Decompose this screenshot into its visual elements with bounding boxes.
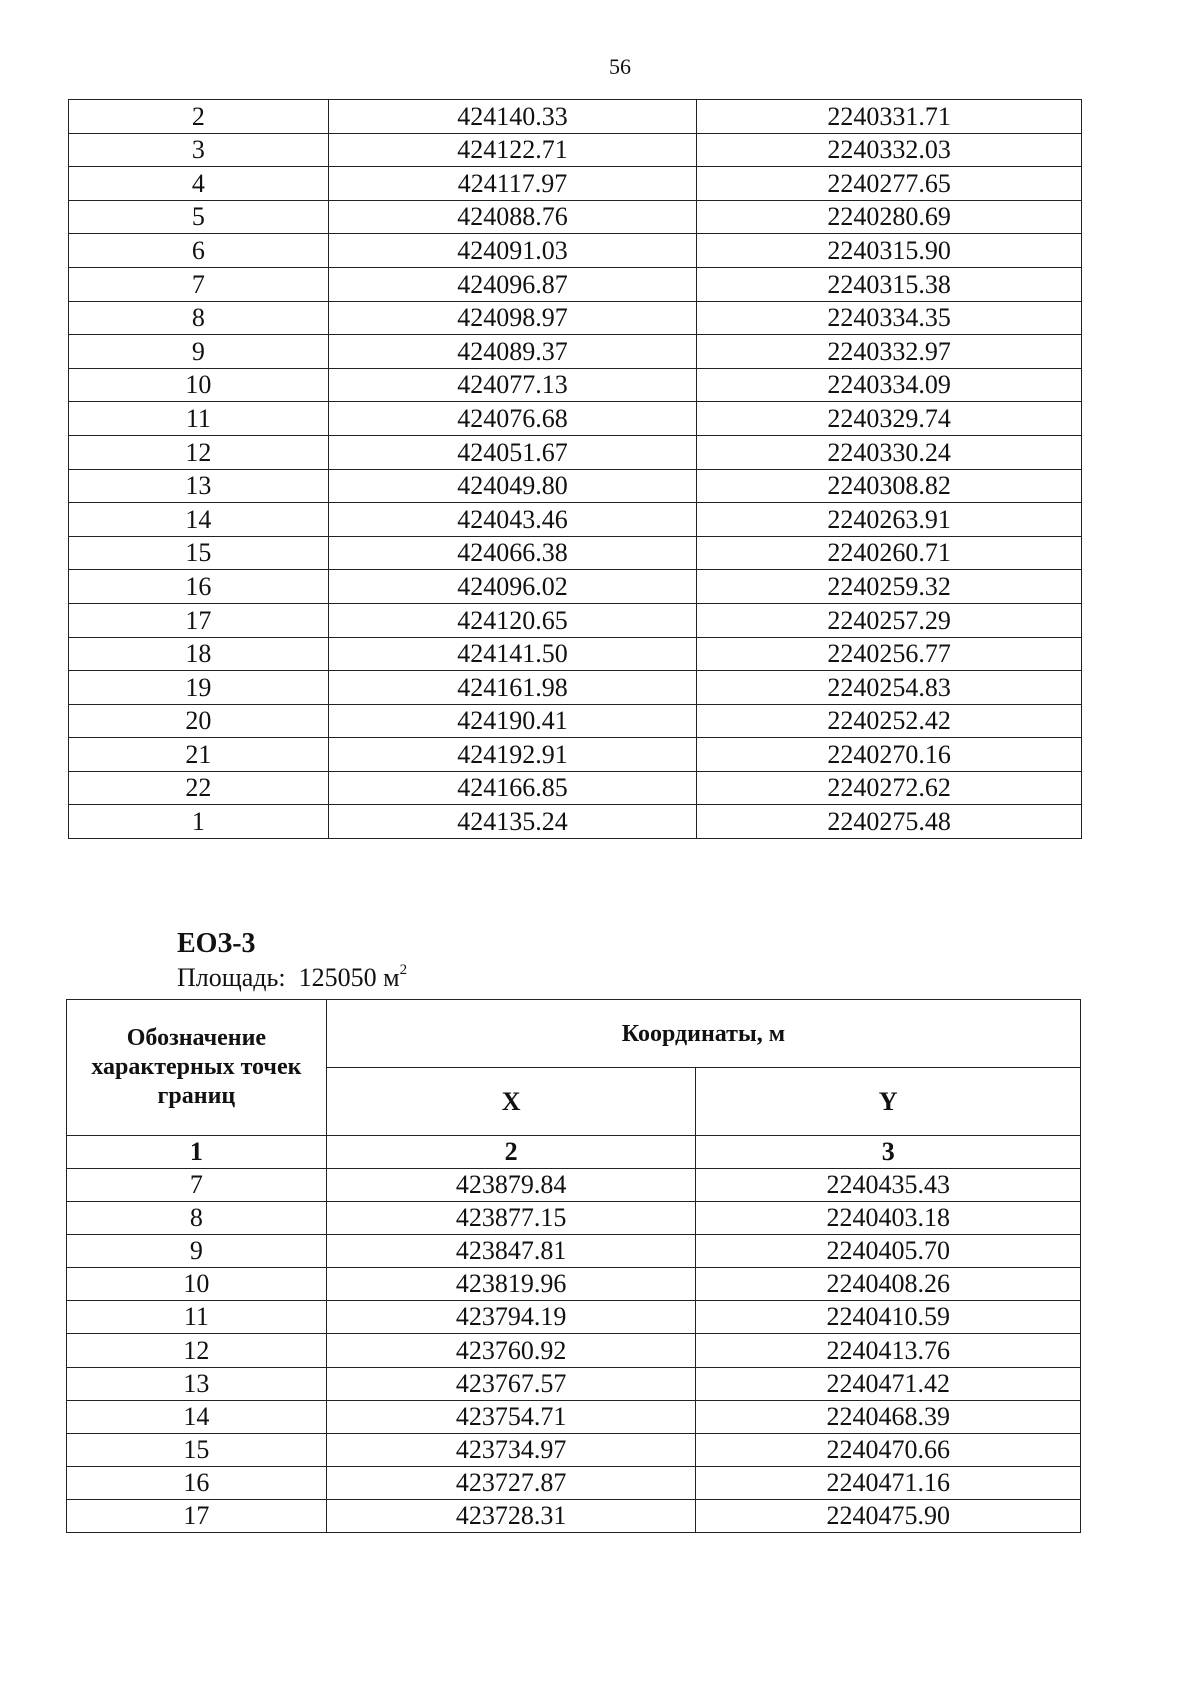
table-row <box>69 402 1082 436</box>
point-cell: 14 <box>67 1400 327 1433</box>
table-row <box>67 1169 1081 1202</box>
area-unit-superscript: 2 <box>399 962 408 978</box>
table-row <box>69 335 1082 369</box>
point-cell: 20 <box>69 704 329 738</box>
x-cell: 424192.91 <box>328 738 697 772</box>
y-cell: 2240435.43 <box>696 1169 1081 1202</box>
point-cell: 12 <box>67 1334 327 1367</box>
y-cell: 2240308.82 <box>697 469 1082 503</box>
point-cell: 14 <box>69 503 329 537</box>
table-row <box>67 1235 1081 1268</box>
y-cell: 2240403.18 <box>696 1202 1081 1235</box>
y-cell: 2240280.69 <box>697 200 1082 234</box>
column-number: 3 <box>696 1136 1081 1169</box>
page-number: 56 <box>609 54 631 79</box>
y-cell: 2240405.70 <box>696 1235 1081 1268</box>
y-cell: 2240252.42 <box>697 704 1082 738</box>
table-row <box>69 234 1082 268</box>
x-cell: 424088.76 <box>328 200 697 234</box>
table-row <box>69 805 1082 839</box>
table-row <box>67 1202 1081 1235</box>
point-cell: 15 <box>67 1433 327 1466</box>
y-cell: 2240272.62 <box>697 771 1082 805</box>
x-cell: 423767.57 <box>326 1367 696 1400</box>
y-cell: 2240256.77 <box>697 637 1082 671</box>
x-cell: 424091.03 <box>328 234 697 268</box>
coordinates-table-body <box>67 1169 1081 1533</box>
y-cell: 2240254.83 <box>697 671 1082 705</box>
x-cell: 424135.24 <box>328 805 697 839</box>
y-cell: 2240329.74 <box>697 402 1082 436</box>
y-cell: 2240475.90 <box>696 1499 1081 1532</box>
x-cell: 423879.84 <box>326 1169 696 1202</box>
table-row <box>69 301 1082 335</box>
header-coordinates: Координаты, м <box>326 1000 1080 1068</box>
point-cell: 9 <box>67 1235 327 1268</box>
table-row <box>67 1268 1081 1301</box>
table-row <box>69 738 1082 772</box>
x-cell: 424190.41 <box>328 704 697 738</box>
column-number-row <box>67 1136 1081 1169</box>
coordinates-table <box>66 999 1081 1533</box>
header-point-designation: Обозначение характерных точек границ <box>67 1000 327 1136</box>
point-cell: 5 <box>69 200 329 234</box>
table-row <box>69 368 1082 402</box>
x-cell: 423734.97 <box>326 1433 696 1466</box>
x-cell: 423760.92 <box>326 1334 696 1367</box>
table-row <box>69 200 1082 234</box>
y-cell: 2240413.76 <box>696 1334 1081 1367</box>
point-cell: 11 <box>67 1301 327 1334</box>
table-header <box>67 1000 1081 1169</box>
point-cell: 7 <box>67 1169 327 1202</box>
point-cell: 13 <box>67 1367 327 1400</box>
table-row <box>69 704 1082 738</box>
area-label: Площадь: <box>177 963 286 992</box>
point-cell: 10 <box>69 368 329 402</box>
x-cell: 423728.31 <box>326 1499 696 1532</box>
y-cell: 2240330.24 <box>697 435 1082 469</box>
point-cell: 7 <box>69 267 329 301</box>
coordinates-table-body <box>69 100 1082 839</box>
y-cell: 2240471.16 <box>696 1466 1081 1499</box>
column-number: 1 <box>67 1136 327 1169</box>
point-cell: 21 <box>69 738 329 772</box>
header-y: Y <box>696 1068 1081 1136</box>
point-cell: 15 <box>69 536 329 570</box>
point-cell: 22 <box>69 771 329 805</box>
table-row <box>67 1301 1081 1334</box>
x-cell: 424066.38 <box>328 536 697 570</box>
x-cell: 424117.97 <box>328 167 697 201</box>
y-cell: 2240470.66 <box>696 1433 1081 1466</box>
table-row <box>69 570 1082 604</box>
y-cell: 2240471.42 <box>696 1367 1081 1400</box>
point-cell: 18 <box>69 637 329 671</box>
y-cell: 2240260.71 <box>697 536 1082 570</box>
y-cell: 2240332.03 <box>697 133 1082 167</box>
x-cell: 424098.97 <box>328 301 697 335</box>
x-cell: 424089.37 <box>328 335 697 369</box>
x-cell: 423754.71 <box>326 1400 696 1433</box>
header-x: X <box>326 1068 696 1136</box>
table-row <box>69 469 1082 503</box>
point-cell: 9 <box>69 335 329 369</box>
x-cell: 423727.87 <box>326 1466 696 1499</box>
x-cell: 424077.13 <box>328 368 697 402</box>
y-cell: 2240468.39 <box>696 1400 1081 1433</box>
point-cell: 6 <box>69 234 329 268</box>
y-cell: 2240315.90 <box>697 234 1082 268</box>
table-row <box>67 1499 1081 1532</box>
table-row <box>69 133 1082 167</box>
table-row <box>69 100 1082 134</box>
x-cell: 424166.85 <box>328 771 697 805</box>
section-title: ЕОЗ-3 <box>177 928 256 959</box>
y-cell: 2240410.59 <box>696 1301 1081 1334</box>
y-cell: 2240334.09 <box>697 368 1082 402</box>
y-cell: 2240263.91 <box>697 503 1082 537</box>
table-row <box>69 267 1082 301</box>
point-cell: 3 <box>69 133 329 167</box>
table-row <box>67 1334 1081 1367</box>
point-cell: 17 <box>67 1499 327 1532</box>
x-cell: 424141.50 <box>328 637 697 671</box>
coordinates-table-continued <box>68 99 1082 839</box>
table-row <box>69 671 1082 705</box>
y-cell: 2240408.26 <box>696 1268 1081 1301</box>
x-cell: 424122.71 <box>328 133 697 167</box>
x-cell: 424161.98 <box>328 671 697 705</box>
y-cell: 2240257.29 <box>697 603 1082 637</box>
table-row <box>67 1400 1081 1433</box>
x-cell: 424076.68 <box>328 402 697 436</box>
table-row <box>69 435 1082 469</box>
y-cell: 2240315.38 <box>697 267 1082 301</box>
table-row <box>69 167 1082 201</box>
table-row <box>69 637 1082 671</box>
x-cell: 424140.33 <box>328 100 697 134</box>
point-cell: 4 <box>69 167 329 201</box>
point-cell: 12 <box>69 435 329 469</box>
y-cell: 2240334.35 <box>697 301 1082 335</box>
table-row <box>67 1433 1081 1466</box>
point-cell: 8 <box>69 301 329 335</box>
point-cell: 17 <box>69 603 329 637</box>
point-cell: 1 <box>69 805 329 839</box>
point-cell: 2 <box>69 100 329 134</box>
y-cell: 2240332.97 <box>697 335 1082 369</box>
x-cell: 424096.87 <box>328 267 697 301</box>
y-cell: 2240331.71 <box>697 100 1082 134</box>
x-cell: 424051.67 <box>328 435 697 469</box>
column-number: 2 <box>326 1136 696 1169</box>
y-cell: 2240277.65 <box>697 167 1082 201</box>
point-cell: 13 <box>69 469 329 503</box>
table-row <box>69 603 1082 637</box>
table-row <box>67 1367 1081 1400</box>
x-cell: 424120.65 <box>328 603 697 637</box>
table-row <box>69 771 1082 805</box>
table-row <box>69 536 1082 570</box>
table-row <box>67 1466 1081 1499</box>
x-cell: 424049.80 <box>328 469 697 503</box>
point-cell: 10 <box>67 1268 327 1301</box>
area-value: 125050 м <box>298 963 400 992</box>
y-cell: 2240259.32 <box>697 570 1082 604</box>
header-row <box>67 1000 1081 1068</box>
point-cell: 11 <box>69 402 329 436</box>
x-cell: 423847.81 <box>326 1235 696 1268</box>
area-line <box>177 962 407 993</box>
x-cell: 424096.02 <box>328 570 697 604</box>
x-cell: 423819.96 <box>326 1268 696 1301</box>
y-cell: 2240275.48 <box>697 805 1082 839</box>
point-cell: 19 <box>69 671 329 705</box>
x-cell: 424043.46 <box>328 503 697 537</box>
point-cell: 8 <box>67 1202 327 1235</box>
point-cell: 16 <box>69 570 329 604</box>
y-cell: 2240270.16 <box>697 738 1082 772</box>
table-row <box>69 503 1082 537</box>
point-cell: 16 <box>67 1466 327 1499</box>
x-cell: 423877.15 <box>326 1202 696 1235</box>
x-cell: 423794.19 <box>326 1301 696 1334</box>
